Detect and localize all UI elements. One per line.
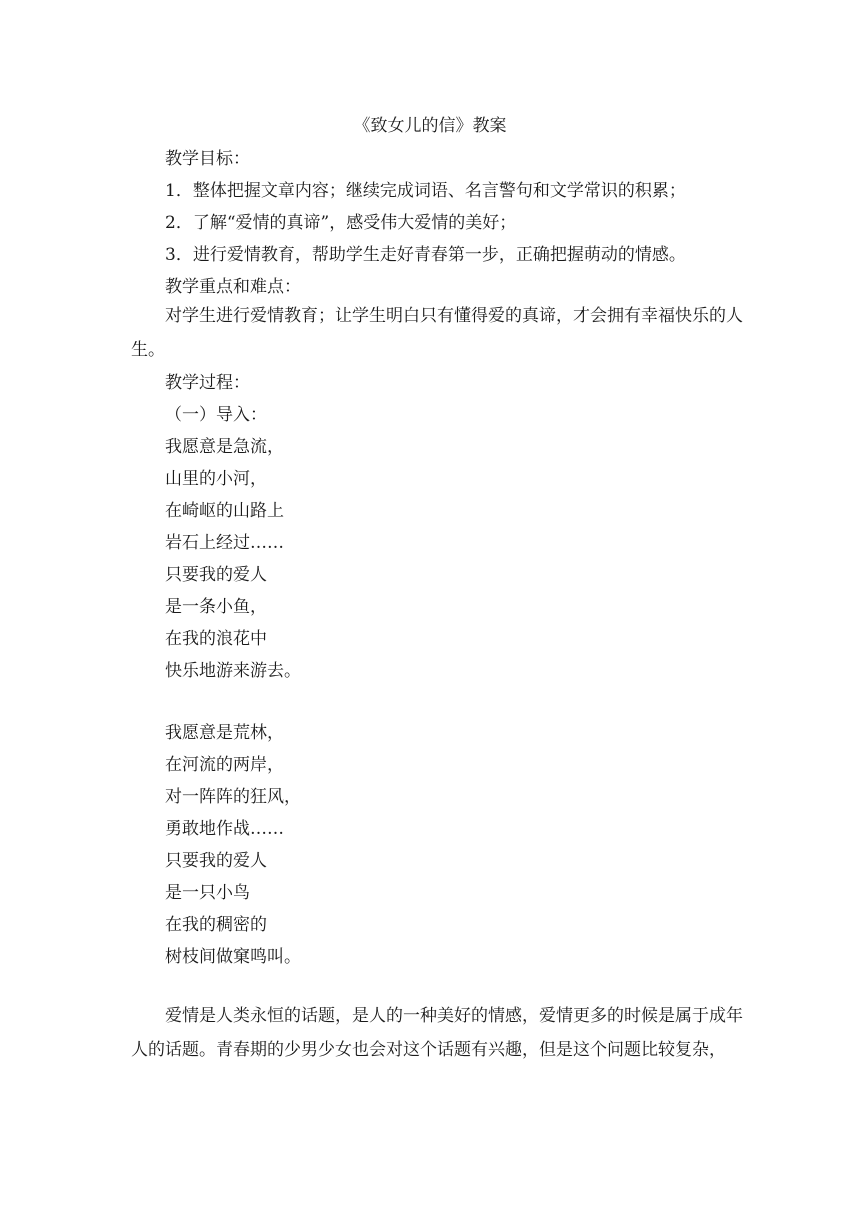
poem-line: 勇敢地作战…… (165, 819, 284, 839)
poem-line: 只要我的爱人 (165, 851, 267, 871)
poem-line: 岩石上经过…… (165, 533, 284, 553)
poem-line: 在河流的两岸， (165, 755, 284, 775)
poem-line: 在我的稠密的 (165, 915, 267, 935)
process-heading: 教学过程： (165, 373, 250, 393)
poem-line: 在崎岖的山路上 (165, 501, 284, 521)
poem-line: 快乐地游来游去。 (165, 661, 301, 681)
document-title: 《致女儿的信》教案 (353, 116, 507, 136)
poem-line: 只要我的爱人 (165, 565, 267, 585)
objective-item-3: 3．进行爱情教育，帮助学生走好青春第一步，正确把握萌动的情感。 (165, 245, 686, 265)
poem-line: 是一条小鱼， (165, 597, 267, 617)
poem-line: 对一阵阵的狂风， (165, 787, 301, 807)
keypoints-paragraph: 对学生进行爱情教育；让学生明白只有懂得爱的真谛，才会拥有幸福快乐的人生。 (131, 306, 743, 360)
poem-line: 在我的浪花中 (165, 629, 267, 649)
poem-line: 我愿意是急流， (165, 437, 284, 457)
intro-heading: （一）导入： (165, 405, 267, 425)
objective-item-2: 2．了解“爱情的真谛”，感受伟大爱情的美好； (165, 213, 517, 233)
poem-line: 是一只小鸟 (165, 883, 250, 903)
closing-paragraph: 爱情是人类永恒的话题，是人的一种美好的情感，爱情更多的时候是属于成年人的话题。青春期的少男少女也会对这个话题有兴趣，但是这个问题比较复杂， (131, 1006, 743, 1060)
objectives-heading: 教学目标： (165, 149, 250, 169)
poem-line: 我愿意是荒林， (165, 723, 284, 743)
keypoints-heading: 教学重点和难点： (165, 277, 301, 297)
poem-line: 树枝间做窠鸣叫。 (165, 947, 301, 967)
objective-item-1: 1．整体把握文章内容；继续完成词语、名言警句和文学常识的积累； (165, 181, 686, 201)
poem-line: 山里的小河， (165, 469, 267, 489)
